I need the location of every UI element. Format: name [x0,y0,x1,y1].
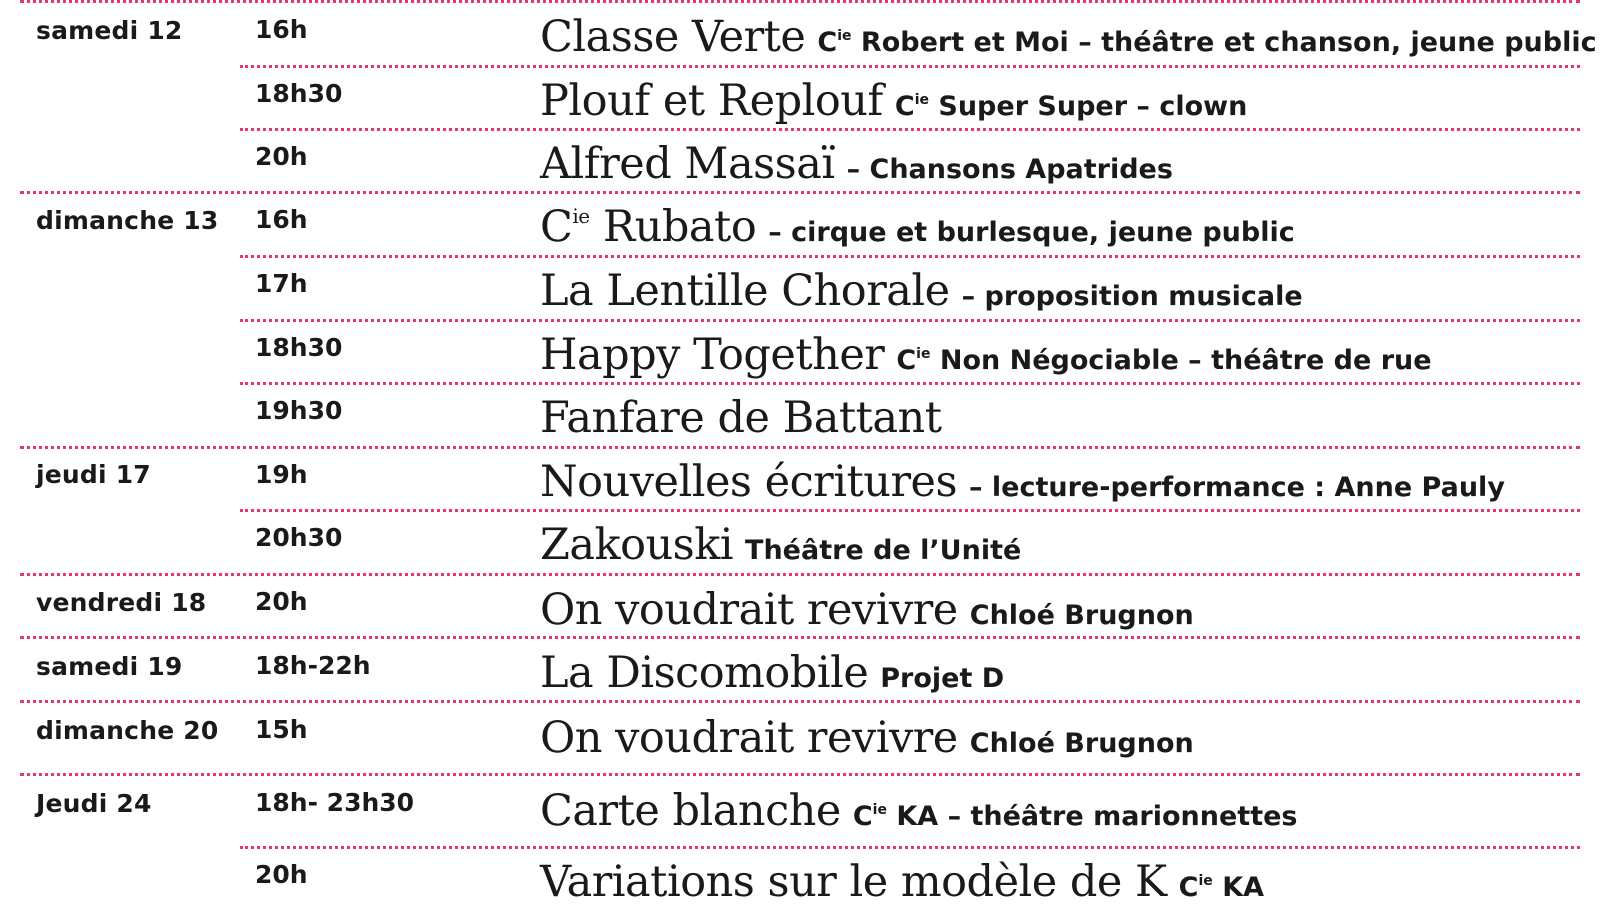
cie-label: C [896,345,917,376]
day-separator [20,700,1580,703]
event-title: Alfred Massaï [540,139,835,189]
time-label: 20h30 [255,523,343,552]
event-title: On voudrait revivre [540,585,958,635]
event-detail [896,345,1431,376]
cie-sup: ie [914,92,929,108]
row-separator [240,65,1580,68]
event-detail: Théâtre de l’Unité [745,535,1022,566]
event-title: Carte blanche [540,786,841,836]
time-label: 16h [255,15,308,44]
day-separator [20,446,1580,449]
event-entry [540,713,1194,763]
time-label: 20h [255,587,308,616]
day-separator [20,573,1580,576]
event-title: Nouvelles écritures [540,457,958,507]
event-title: Plouf et Replouf [540,76,883,126]
event-detail: – proposition musicale [961,281,1303,312]
event-detail [1179,872,1264,903]
event-detail-text: Super Super – clown [938,91,1248,122]
event-title: La Discomobile [540,648,869,698]
event-entry [540,139,1173,189]
event-title: Fanfare de Battant [540,393,942,443]
cie-sup: ie [1198,873,1213,889]
cie-label: C [540,202,573,252]
cie-label: C [852,801,873,832]
day-separator [20,191,1580,194]
day-separator [20,636,1580,639]
event-title: Zakouski [540,520,734,570]
event-detail: Chloé Brugnon [969,728,1194,759]
day-label: samedi 19 [36,652,183,681]
event-entry [540,520,1021,570]
event-detail: – Chansons Apatrides [846,154,1173,185]
time-label: 18h30 [255,79,343,108]
event-title: La Lentille Chorale [540,266,950,316]
time-label: 20h [255,860,308,889]
day-label: samedi 12 [36,16,183,45]
event-detail: Projet D [880,663,1005,694]
event-entry [540,12,1597,62]
event-title: Variations sur le modèle de K [540,857,1167,907]
time-label: 17h [255,269,308,298]
row-separator [240,255,1580,258]
cie-label: C [1178,872,1199,903]
cie-label: C [894,91,915,122]
event-detail: – lecture-performance : Anne Pauly [969,472,1505,503]
day-label: Jeudi 24 [36,789,152,818]
event-title: On voudrait revivre [540,713,958,763]
event-entry [540,393,942,443]
time-label: 20h [255,142,308,171]
day-separator [20,0,1580,3]
event-detail-text: Robert et Moi – théâtre et chanson, jeune public [860,27,1597,58]
event-detail: Chloé Brugnon [969,600,1194,631]
cie-sup: ie [916,346,931,362]
event-detail [895,91,1247,122]
row-separator [240,128,1580,131]
event-entry [540,202,1295,252]
event-entry [540,457,1505,507]
time-label: 18h30 [255,333,343,362]
event-entry [540,585,1194,635]
event-title-text: Rubato [602,202,757,252]
time-label: 15h [255,715,308,744]
row-separator [240,319,1580,322]
event-entry [540,266,1303,316]
event-entry [540,330,1432,380]
time-label: 18h- 23h30 [255,788,415,817]
cie-sup: ie [837,28,852,44]
event-entry [540,76,1247,126]
day-label: dimanche 13 [36,206,219,235]
day-label: vendredi 18 [36,588,207,617]
day-separator [20,773,1580,776]
event-detail-text: Non Négociable – théâtre de rue [939,345,1432,376]
time-label: 19h [255,460,308,489]
cie-sup: ie [572,204,590,228]
time-label: 19h30 [255,396,343,425]
cie-label: C [817,27,838,58]
event-entry [540,648,1004,698]
row-separator [240,509,1580,512]
day-label: jeudi 17 [36,460,151,489]
event-detail [853,801,1298,832]
event-detail-text: KA – théâtre marionnettes [896,801,1298,832]
event-detail [817,27,1596,58]
row-separator [240,382,1580,385]
event-title: Classe Verte [540,12,806,62]
cie-sup: ie [872,802,887,818]
event-title: Happy Together [540,330,885,380]
time-label: 18h-22h [255,651,371,680]
event-title [540,202,756,252]
time-label: 16h [255,205,308,234]
event-entry [540,786,1298,836]
event-detail-text: KA [1222,872,1265,903]
day-label: dimanche 20 [36,716,219,745]
row-separator [240,846,1580,849]
event-detail: – cirque et burlesque, jeune public [768,217,1295,248]
